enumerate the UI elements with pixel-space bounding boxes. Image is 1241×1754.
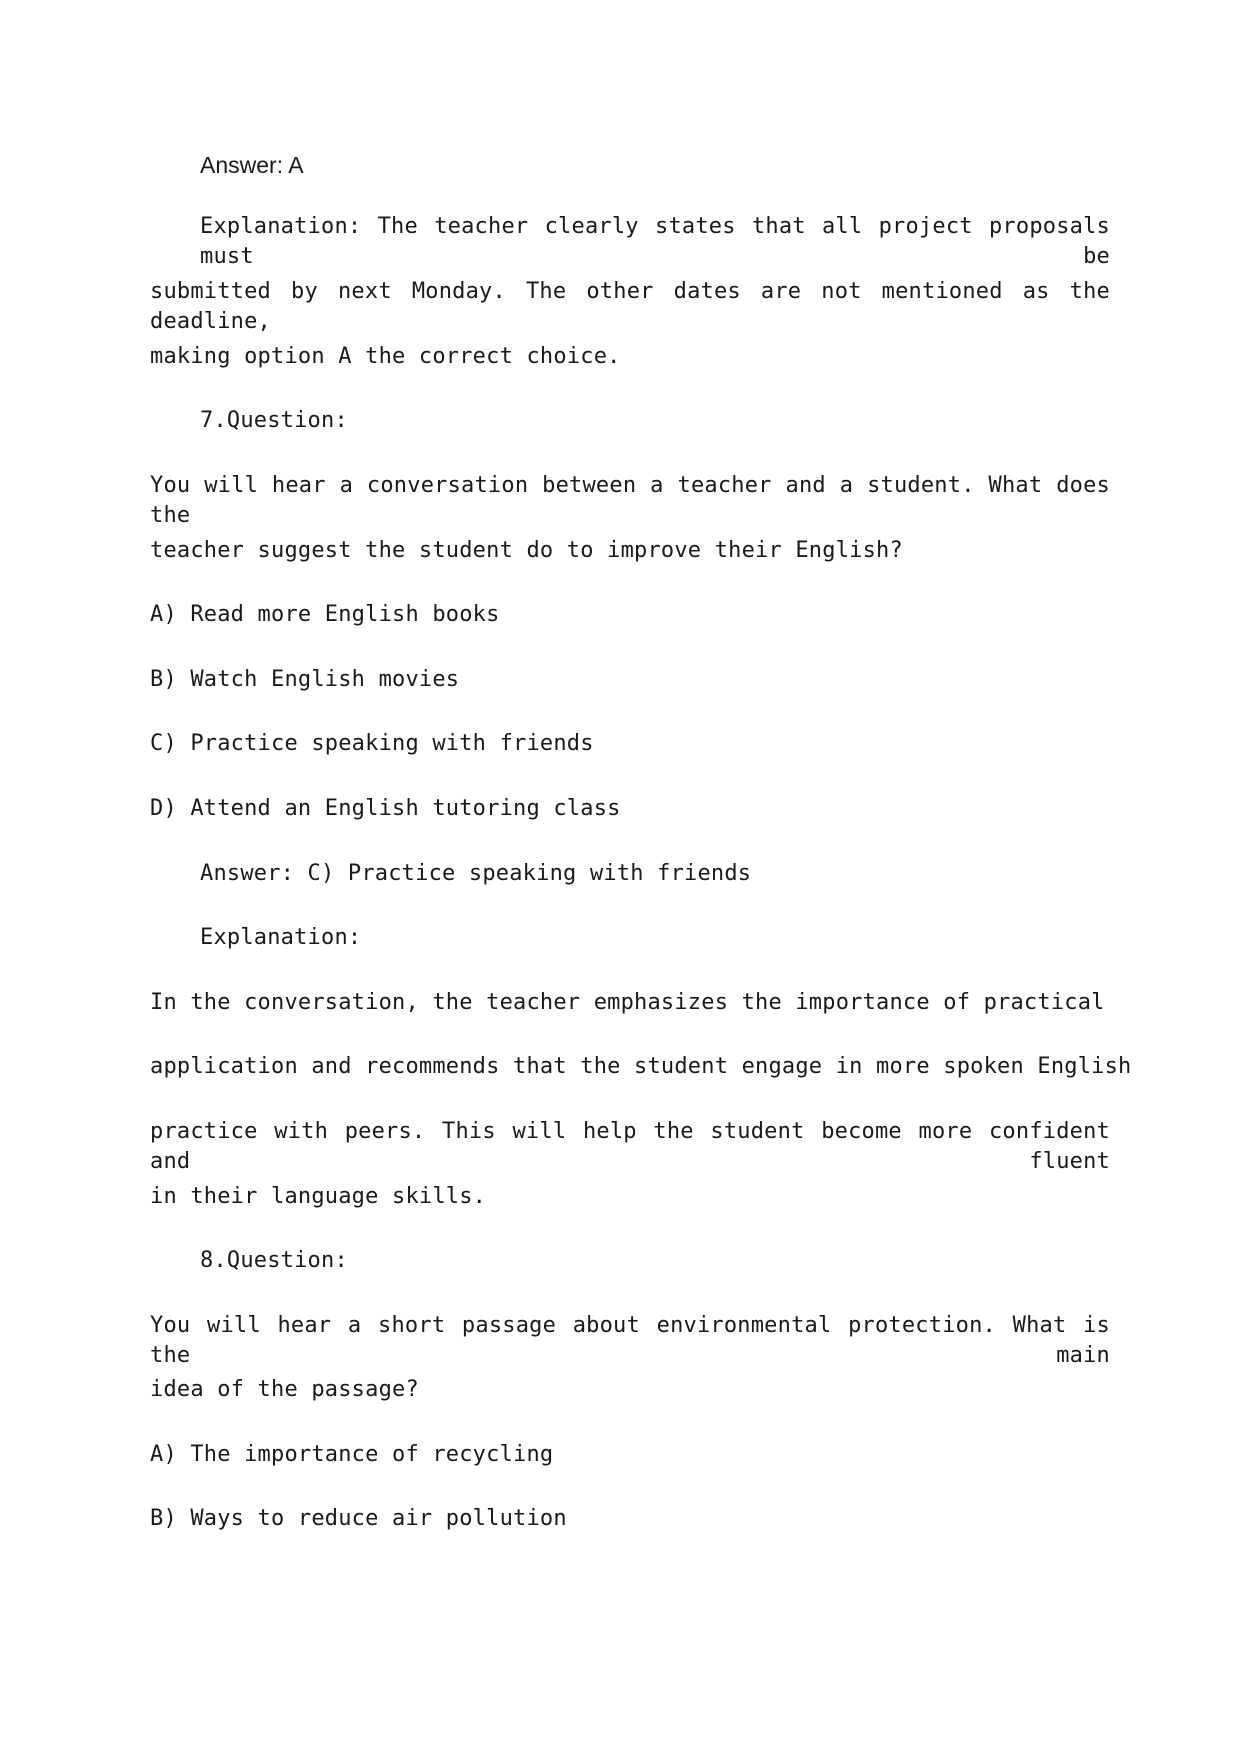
q7-heading: 7.Question:	[200, 408, 348, 433]
q6-explanation-line-2: submitted by next Monday. The other dates are not mentioned as the deadline,	[150, 279, 1110, 334]
q7-explanation-line-2: application and recommends that the student engage in more spoken English	[150, 1054, 1132, 1079]
q7-explanation-line-1: In the conversation, the teacher emphasizes the importance of practical	[150, 990, 1105, 1015]
q8-option-a: A) The importance of recycling	[150, 1442, 554, 1467]
q8-prompt-line-1: You will hear a short passage about environmental protection. What is the main	[150, 1313, 1110, 1368]
q6-explanation-line-3: making option A the correct choice.	[150, 344, 621, 369]
q7-answer: Answer: C) Practice speaking with friends	[200, 861, 752, 886]
q8-prompt-line-2: idea of the passage?	[150, 1377, 419, 1402]
q8-heading: 8.Question:	[200, 1248, 348, 1273]
q8-option-b: B) Ways to reduce air pollution	[150, 1506, 567, 1531]
q7-option-d: D) Attend an English tutoring class	[150, 796, 621, 821]
q7-option-c: C) Practice speaking with friends	[150, 731, 594, 756]
q6-answer: Answer: A	[200, 152, 304, 178]
q7-option-b: B) Watch English movies	[150, 667, 460, 692]
q7-explanation-line-3: practice with peers. This will help the student become more confident and fluent	[150, 1119, 1110, 1174]
q7-prompt-line-2: teacher suggest the student do to improve their English?	[150, 538, 903, 563]
q6-explanation-line-1: Explanation: The teacher clearly states that all project proposals must be	[200, 214, 1110, 269]
q7-explanation-line-4: in their language skills.	[150, 1184, 487, 1209]
q7-prompt-line-1: You will hear a conversation between a teacher and a student. What does the	[150, 473, 1110, 528]
q7-option-a: A) Read more English books	[150, 602, 500, 627]
q7-explanation-label: Explanation:	[200, 925, 362, 950]
